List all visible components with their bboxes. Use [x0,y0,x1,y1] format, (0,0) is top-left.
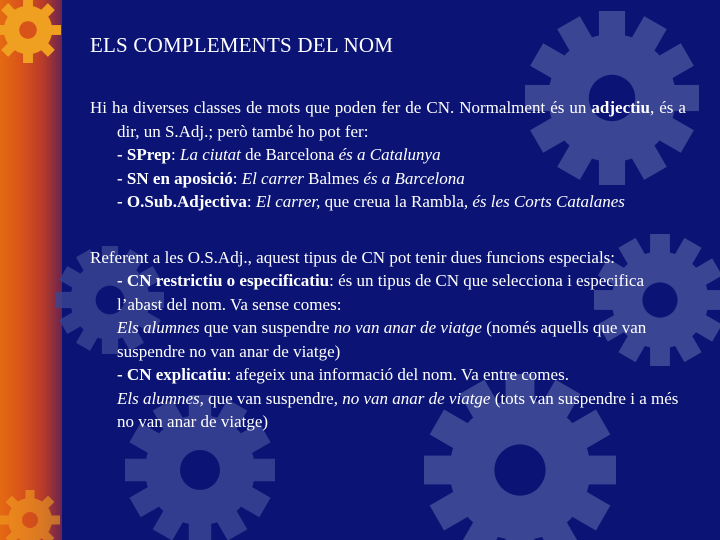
example: no van anar de viatge [333,318,482,337]
example: Balmes [303,168,364,188]
slide-body [90,96,686,434]
example: que van suspendre [199,318,334,337]
example: de Barcelona [240,145,339,164]
example: , és les Corts Catalanes [463,192,625,211]
example: (tots van suspendre i a més no van anar de viatge) [117,388,679,431]
paragraph-special-functions [90,246,686,270]
term-restrictiu: - CN restrictiu o especificatiu [117,271,330,290]
text: Hi ha diverses classes de mots que poden fer de CN. Normalment és un [90,98,592,117]
term-explicatiu: - CN explicatiu [117,365,227,384]
term-sn: - SN en aposició [117,168,233,188]
paragraph-cn-types [90,96,686,143]
example: La ciutat [179,145,241,164]
list-item-explicatiu [90,363,686,387]
text: : [246,192,256,211]
example-restrictiu [90,316,686,363]
text: : [232,168,242,188]
example: és a Catalunya [338,145,441,164]
example: que van suspendre [203,388,334,408]
example-explicatiu [90,387,686,434]
term-sprep: - SPrep [117,145,171,164]
text: , és a dir, un S.Adj.; però també ho pot fer: [117,98,686,141]
list-item-restrictiu [90,269,686,316]
text: Referent a les O.S.Adj., aquest tipus de CN pot tenir dues funcions especials: [90,247,615,267]
text: : afegeix una informació del nom. Va entre comes. [226,365,569,384]
example: Els alumnes [117,318,200,337]
example: (només aquells que van suspendre no van anar de viatge) [117,318,647,361]
list-item-osub [90,190,686,214]
text: : [171,145,180,164]
example: , no van anar de viatge [333,388,491,408]
example: Els alumnes, [117,388,204,408]
example: El carrer, [255,192,321,211]
text: : és un tipus de CN que selecciona i especifica l’abast del nom. Va sense comes: [117,271,645,314]
slide-title: ELS COMPLEMENTS DEL NOM [90,33,394,57]
list-item-sn [90,167,686,191]
example: El carrer [241,168,304,188]
example: és a Barcelona [363,168,465,188]
list-item-sprep [90,143,686,167]
term-osub: - O.Sub.Adjectiva [117,192,247,211]
example: que creua la Rambla [320,192,464,211]
term-adjectiu: adjectiu [591,98,650,117]
